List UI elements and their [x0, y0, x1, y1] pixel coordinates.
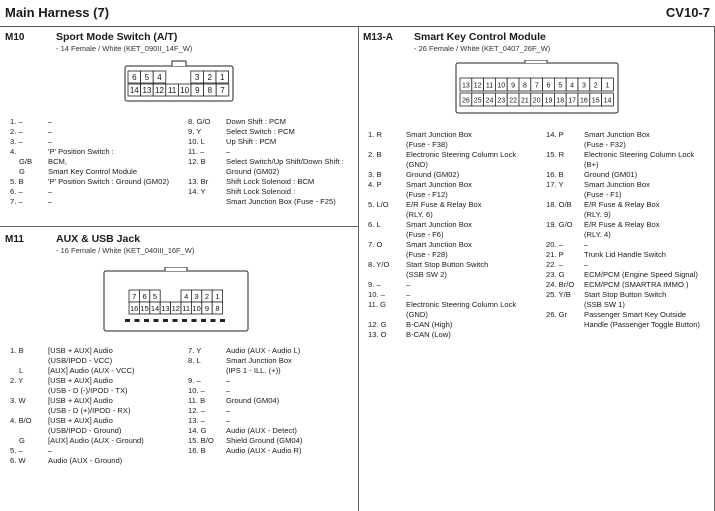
- pin-number: 11. –: [188, 147, 205, 156]
- pin-label: 5: [558, 82, 563, 90]
- connector-id: M13-A: [363, 32, 394, 43]
- pin-row: [546, 150, 710, 170]
- pin-row: [546, 220, 710, 240]
- pin-number: 4. P: [368, 180, 382, 189]
- pin-number: 4.: [10, 147, 17, 156]
- pin-number: 13. O: [368, 330, 387, 339]
- connector-diagram: [103, 267, 249, 332]
- connector-id: M11: [5, 234, 24, 245]
- pin-label: 8: [215, 304, 220, 313]
- connector-latch: [525, 60, 547, 63]
- pin-row: [368, 260, 544, 280]
- pin-number: 7. Y: [188, 346, 202, 355]
- pin-row: [546, 180, 710, 200]
- pin-row: [368, 280, 544, 290]
- pin-row: [368, 220, 544, 240]
- pin-row: [188, 386, 356, 396]
- pin-number: 2. B: [368, 150, 382, 159]
- pin-label: 9: [511, 82, 516, 90]
- connector-rib: [211, 319, 216, 322]
- pin-row: [368, 290, 544, 300]
- pin-number: 12. G: [368, 320, 387, 329]
- pin-number: 22. –: [546, 260, 563, 269]
- pin-description: ECM/PCM (SMARTRA IMMO.): [584, 280, 689, 289]
- pin-label: 5: [144, 73, 150, 82]
- pin-description: Up Shift : PCM: [226, 137, 277, 146]
- pin-label: 13: [142, 86, 152, 95]
- pin-number: 7. –: [10, 197, 23, 206]
- pin-row: [368, 200, 544, 220]
- pin-description: Audio (AUX - Audio L): [226, 346, 301, 355]
- pin-number: L: [19, 366, 24, 375]
- pin-label: 1: [220, 73, 225, 82]
- pin-description: –: [226, 406, 231, 415]
- pin-description: Smart Junction Box (Fuse - F12): [406, 180, 472, 199]
- pin-number: 10. L: [188, 137, 205, 146]
- pin-row: [10, 456, 186, 466]
- pin-label: 2: [207, 73, 212, 82]
- pin-number: 3. –: [10, 137, 23, 146]
- pin-description: Passenger Smart Key Outside Handle (Passenger Toggle Button): [584, 310, 700, 329]
- pin-label: 9: [195, 86, 200, 95]
- pin-label: 15: [591, 97, 600, 105]
- pin-description: –: [48, 446, 53, 455]
- pin-label: 12: [171, 304, 180, 313]
- pin-description: –: [406, 290, 411, 299]
- pin-number: 5. B: [10, 177, 24, 186]
- pin-list-right: [188, 117, 356, 207]
- pin-description: –: [48, 127, 53, 136]
- pin-row: [368, 240, 544, 260]
- pin-description: 'P' Position Switch : Ground (GM02): [48, 177, 170, 186]
- pin-list-right: [188, 346, 356, 456]
- pin-description: Shift Lock Solenoid : BCM: [226, 177, 315, 186]
- pin-row: [188, 127, 356, 137]
- pin-label: 10: [192, 304, 201, 313]
- pin-label: 20: [532, 97, 541, 105]
- pin-number: 17. Y: [546, 180, 564, 189]
- pin-description: Start Stop Button Switch (SSB SW 1): [584, 290, 667, 309]
- pin-label: 11: [182, 304, 191, 313]
- pin-description: [USB + AUX] Audio (USB/IPOD - Ground): [48, 416, 122, 435]
- pin-description: –: [48, 197, 53, 206]
- pin-label: 18: [556, 97, 565, 105]
- pin-row: [10, 187, 186, 197]
- pin-label: 11: [485, 82, 494, 90]
- pin-row: [188, 446, 356, 456]
- pin-row: [188, 396, 356, 406]
- pin-number: 15. B/O: [188, 436, 214, 445]
- pin-number: 23. G: [546, 270, 565, 279]
- connector-latch: [165, 267, 187, 271]
- pin-number: G/B: [19, 157, 33, 166]
- connector-id: M10: [5, 32, 25, 43]
- pin-number: 6. –: [10, 187, 23, 196]
- pin-number: 9. Y: [188, 127, 202, 136]
- pin-description: Audio (AUX - Audio R): [226, 446, 302, 455]
- pin-description: B-CAN (Low): [406, 330, 451, 339]
- page-code: CV10-7: [665, 5, 710, 20]
- pin-description: [USB + AUX] Audio (USB - D (-)/IPOD - TX): [48, 376, 128, 395]
- pin-number: 14. P: [546, 130, 564, 139]
- pin-row: [546, 130, 710, 150]
- pin-description: B-CAN (High): [406, 320, 453, 329]
- pin-description: –: [48, 187, 53, 196]
- connector-rib: [163, 319, 168, 322]
- pin-row: [10, 147, 186, 157]
- pin-label: 6: [142, 292, 147, 301]
- pin-row: [10, 446, 186, 456]
- pin-list-left: [10, 346, 186, 466]
- connector-svg: [455, 60, 619, 114]
- pin-list-left: [10, 117, 186, 207]
- pin-number: 24. Br/O: [546, 280, 575, 289]
- connector-latch: [172, 61, 186, 66]
- pin-row: [10, 197, 186, 207]
- column-divider: [358, 27, 359, 511]
- pin-number: G: [19, 167, 25, 176]
- pin-row: [546, 260, 710, 270]
- connector-diagram: [455, 60, 619, 114]
- pin-row: [10, 436, 186, 446]
- pin-label: 6: [546, 82, 551, 90]
- pin-label: 16: [580, 97, 588, 105]
- pin-number: G: [19, 436, 25, 445]
- connector-diagram: [124, 60, 234, 102]
- pin-label: 19: [544, 97, 553, 105]
- pin-number: 3. B: [368, 170, 382, 179]
- pin-number: 2. Y: [10, 376, 24, 385]
- pin-number: 12. –: [188, 406, 205, 415]
- pin-row: [546, 200, 710, 220]
- pin-description: Audio (AUX - Ground): [48, 456, 123, 465]
- pin-description: Smart Junction Box (Fuse - F32): [584, 130, 650, 149]
- pin-number: 4. B/O: [10, 416, 32, 425]
- pin-row: [10, 366, 186, 376]
- pin-row: [188, 137, 356, 147]
- pin-number: 8. L: [188, 356, 201, 365]
- pin-number: 10. –: [368, 290, 385, 299]
- pin-description: E/R Fuse & Relay Box (RLY. 4): [584, 220, 660, 239]
- connector-spec: - 14 Female / White (KET_090II_14F_W): [56, 44, 193, 53]
- pin-row: [188, 177, 356, 187]
- pin-label: 6: [132, 73, 137, 82]
- pin-number: 11. B: [188, 396, 206, 405]
- pin-number: 2. –: [10, 127, 23, 136]
- pin-description: ECM/PCM (Engine Speed Signal): [584, 270, 698, 279]
- connector-name: AUX & USB Jack: [56, 233, 141, 245]
- section-divider: [0, 226, 358, 227]
- pin-number: 15. R: [546, 150, 565, 159]
- pin-row: [546, 310, 710, 330]
- pin-number: 7. O: [368, 240, 383, 249]
- pin-description: Smart Junction Box (Fuse - F38): [406, 130, 472, 149]
- pin-label: 23: [497, 97, 506, 105]
- pin-row: [10, 157, 186, 167]
- pin-row: [546, 270, 710, 280]
- pin-description: Electronic Steering Column Lock (B+): [584, 150, 695, 169]
- pin-description: Select Switch/Up Shift/Down Shift : Ground (GM02): [226, 157, 344, 176]
- pin-row: [188, 187, 356, 207]
- pin-description: –: [406, 280, 411, 289]
- pin-number: 14. G: [188, 426, 207, 435]
- pin-label: 5: [152, 292, 158, 301]
- pin-description: E/R Fuse & Relay Box (RLY. 9): [584, 200, 660, 219]
- pin-number: 10. –: [188, 386, 205, 395]
- connector-rib: [201, 319, 206, 322]
- pin-description: Shield Ground (GM04): [226, 436, 303, 445]
- pin-label: 7: [534, 82, 539, 90]
- pin-description: –: [226, 386, 231, 395]
- pin-description: –: [226, 147, 231, 156]
- pin-number: 5. –: [10, 446, 23, 455]
- connector-rib: [144, 319, 149, 322]
- pin-number: 1. –: [10, 117, 23, 126]
- pin-label: 25: [473, 97, 482, 105]
- pin-label: 4: [184, 292, 189, 301]
- pin-label: 16: [130, 304, 139, 313]
- pin-row: [368, 150, 544, 170]
- pin-number: 1. B: [10, 346, 24, 355]
- pin-label: 14: [603, 97, 612, 105]
- pin-row: [188, 117, 356, 127]
- connector-name: Sport Mode Switch (A/T): [56, 31, 178, 43]
- pin-row: [10, 376, 186, 396]
- pin-description: 'P' Position Switch :: [48, 147, 114, 156]
- pin-label: 3: [194, 73, 200, 82]
- connector-rib: [182, 319, 187, 322]
- pin-description: [USB + AUX] Audio (USB - D (+)/IPOD - RX): [48, 396, 131, 415]
- pin-label: 1: [215, 292, 220, 301]
- pin-row: [188, 356, 356, 376]
- pin-row: [188, 406, 356, 416]
- pin-description: Select Switch : PCM: [226, 127, 295, 136]
- pin-description: Smart Junction Box (Fuse - F1): [584, 180, 650, 199]
- pin-row: [10, 167, 186, 177]
- pin-number: 19. G/O: [546, 220, 573, 229]
- pin-number: 8. Y/O: [368, 260, 390, 269]
- pin-number: 9. –: [188, 376, 201, 385]
- pin-label: 14: [129, 86, 139, 95]
- pin-number: 5. L/O: [368, 200, 389, 209]
- pin-description: [AUX] Audio (AUX - VCC): [48, 366, 135, 375]
- pin-number: 3. W: [10, 396, 26, 405]
- pin-description: [AUX] Audio (AUX - Ground): [48, 436, 144, 445]
- pin-label: 12: [155, 86, 164, 95]
- pin-description: Audio (AUX - Detect): [226, 426, 297, 435]
- pin-number: 12. B: [188, 157, 206, 166]
- connector-rib: [220, 319, 225, 322]
- pin-label: 12: [473, 82, 482, 90]
- pin-row: [188, 436, 356, 446]
- pin-number: 11. G: [368, 300, 387, 309]
- pin-label: 10: [497, 82, 506, 90]
- pin-description: E/R Fuse & Relay Box (RLY. 6): [406, 200, 482, 219]
- pin-description: –: [584, 260, 589, 269]
- pin-label: 8: [207, 86, 213, 95]
- pin-label: 2: [204, 292, 210, 301]
- pin-label: 3: [194, 292, 199, 301]
- pin-number: 8. G/O: [188, 117, 211, 126]
- pin-label: 8: [522, 82, 527, 90]
- pin-row: [368, 320, 544, 330]
- pin-description: Ground (GM04): [226, 396, 280, 405]
- pin-label: 14: [150, 304, 160, 313]
- pin-description: Ground (GM01): [584, 170, 638, 179]
- pin-row: [188, 426, 356, 436]
- pin-label: 15: [140, 304, 149, 313]
- pin-number: 1. R: [368, 130, 382, 139]
- pin-list-right: [546, 130, 710, 330]
- pin-row: [10, 177, 186, 187]
- pin-label: 9: [204, 304, 210, 313]
- pin-description: Trunk Lid Handle Switch: [584, 250, 667, 259]
- pin-label: 4: [570, 82, 575, 90]
- pin-description: Shift Lock Solenoid : Smart Junction Box (Fuse - F25): [226, 187, 336, 206]
- pin-number: 13. Br: [188, 177, 209, 186]
- pin-number: 9. –: [368, 280, 381, 289]
- connector-rib: [154, 319, 159, 322]
- pin-label: 13: [462, 82, 470, 90]
- pin-number: 25. Y/B: [546, 290, 571, 299]
- pin-row: [546, 250, 710, 260]
- pin-description: Smart Key Control Module: [48, 167, 138, 176]
- pin-description: Smart Junction Box (IPS 1 - ILL. (+)): [226, 356, 292, 375]
- pin-description: Electronic Steering Column Lock (GND): [406, 150, 517, 169]
- pin-number: 6. L: [368, 220, 381, 229]
- pin-row: [10, 127, 186, 137]
- pin-label: 26: [462, 97, 470, 105]
- page-title: Main Harness (7): [5, 5, 110, 20]
- pin-number: 21. P: [546, 250, 564, 259]
- pin-description: Smart Junction Box (Fuse - F6): [406, 220, 472, 239]
- pin-number: 16. B: [188, 446, 206, 455]
- pin-label: 7: [220, 86, 225, 95]
- pin-description: Ground (GM02): [406, 170, 460, 179]
- pin-number: 20. –: [546, 240, 563, 249]
- connector-spec: - 16 Female / White (KET_040III_16F_W): [56, 246, 195, 255]
- pin-label: 10: [180, 86, 190, 95]
- pin-row: [546, 170, 710, 180]
- pin-description: –: [48, 117, 53, 126]
- pin-description: BCM,: [48, 157, 67, 166]
- pin-label: 7: [132, 292, 137, 301]
- pin-list-left: [368, 130, 544, 340]
- pin-row: [546, 240, 710, 250]
- pin-label: 2: [593, 82, 598, 90]
- pin-label: 21: [521, 97, 529, 105]
- pin-description: –: [48, 137, 53, 146]
- pin-label: 11: [167, 86, 177, 95]
- pin-number: 13. –: [188, 416, 205, 425]
- pin-row: [368, 170, 544, 180]
- pin-number: 6. W: [10, 456, 26, 465]
- page-header: [0, 0, 715, 27]
- pin-label: 3: [581, 82, 586, 90]
- pin-description: Down Shift : PCM: [226, 117, 286, 126]
- pin-row: [188, 416, 356, 426]
- connector-rib: [135, 319, 140, 322]
- connector-rib: [173, 319, 178, 322]
- pin-description: [USB + AUX] Audio (USB/IPOD - VCC): [48, 346, 113, 365]
- pin-number: 26. Gr: [546, 310, 568, 319]
- pin-row: [10, 416, 186, 436]
- pin-row: [188, 346, 356, 356]
- pin-label: 17: [568, 97, 576, 105]
- pin-row: [368, 130, 544, 150]
- pin-row: [546, 290, 710, 310]
- pin-number: 16. B: [546, 170, 564, 179]
- pin-description: Smart Junction Box (Fuse - F28): [406, 240, 472, 259]
- connector-rib: [125, 319, 130, 322]
- connector-name: Smart Key Control Module: [414, 31, 546, 43]
- pin-description: –: [226, 376, 231, 385]
- pin-description: –: [226, 416, 231, 425]
- pin-row: [188, 376, 356, 386]
- pin-label: 24: [485, 97, 494, 105]
- pin-row: [10, 346, 186, 366]
- connector-rib: [192, 319, 197, 322]
- pin-label: 1: [605, 82, 610, 90]
- pin-row: [10, 396, 186, 416]
- pin-row: [368, 180, 544, 200]
- pin-row: [10, 137, 186, 147]
- pin-description: Start Stop Button Switch (SSB SW 2): [406, 260, 489, 279]
- pin-label: 13: [161, 304, 170, 313]
- pin-description: –: [584, 240, 589, 249]
- pin-row: [368, 330, 544, 340]
- connector-svg: [124, 60, 234, 102]
- pin-label: 4: [157, 73, 162, 82]
- pin-row: [368, 300, 544, 320]
- pin-number: 18. O/B: [546, 200, 572, 209]
- pin-label: 22: [509, 97, 517, 105]
- connector-svg: [103, 267, 249, 332]
- pin-row: [546, 280, 710, 290]
- pin-row: [10, 117, 186, 127]
- pin-row: [188, 157, 356, 177]
- connector-spec: - 26 Female / White (KET_0407_26F_W): [414, 44, 551, 53]
- pin-row: [188, 147, 356, 157]
- pin-description: Electronic Steering Column Lock (GND): [406, 300, 517, 319]
- pin-number: 14. Y: [188, 187, 206, 196]
